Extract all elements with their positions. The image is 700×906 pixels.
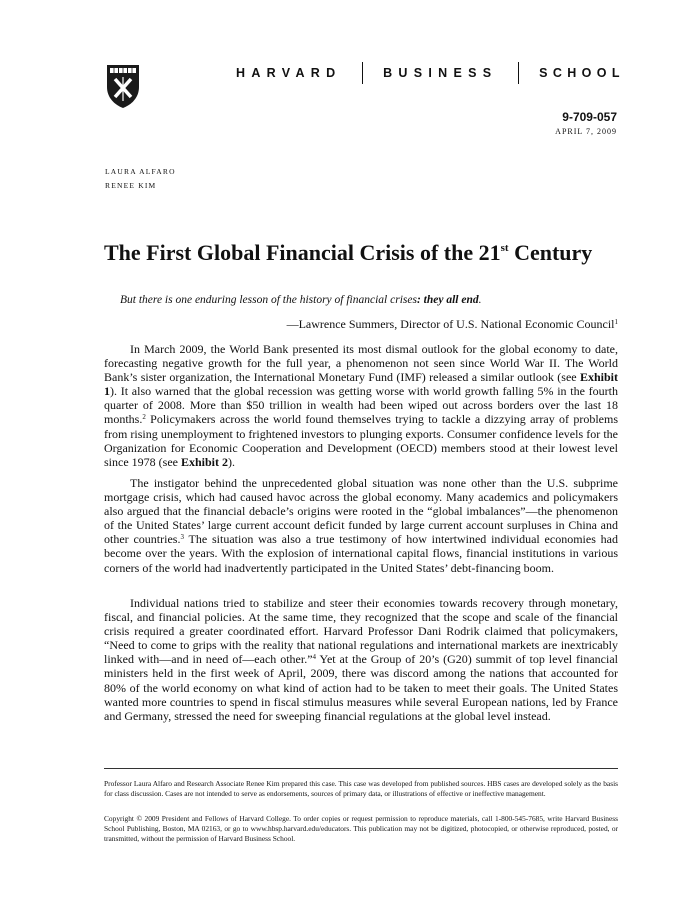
epigraph-lead: But there is one enduring lesson of the history of financial crises [120,294,417,306]
epigraph-end: . [478,294,482,306]
body-paragraph [104,342,618,469]
harvard-veritas-shield-icon [105,63,141,109]
case-preparation-note: Professor Laura Alfaro and Research Associate Renee Kim prepared this case. This case was developed from published sources. HBS cases are developed solely as the basis for class discussion. Cases are not intended to serve as endorsements, sources of primary data, or illustrations of effective or ineffective management. [104,779,618,798]
wordmark-school: SCHOOL [539,66,625,80]
body-paragraph [104,476,618,575]
paragraph-text: Policymakers across the world found themselves trying to tackle a dizzying array of problems from rising unemployment to frightened investors to plunging exports. Consumer confidence levels for the Organization for Economic Cooperation and Development (OECD) members stood at their lowest level since 1978 (see [104,412,618,469]
case-number: 9-709-057 [562,110,617,124]
title-suffix: Century [508,240,593,265]
exhibit-reference: Exhibit 1 [104,370,618,399]
author-name: RENEE KIM [105,181,157,190]
attribution-text: —Lawrence Summers, Director of U.S. National Economic Council [286,317,615,331]
epigraph-emphasis: : they all end [416,294,479,306]
wordmark-divider [518,62,519,84]
author-name: LAURA ALFARO [105,167,176,176]
paragraph-text: Yet at the Group of 20’s (G20) summit of top level financial ministers held in the first week of April, 2009, there was discord among the nations that accounted for 80% of the world economy on what kind of action had to be taken to meet their goals. The United States wanted more countries to spend in fiscal stimulus measures while several European nations, led by France and Germany, stressed the need for sweeping financial regulations at the global level instead. [104,652,619,723]
footnote-ref: 4 [312,653,317,662]
title-superscript: st [500,242,509,254]
title-text: The First Global Financial Crisis of the 21 [104,240,501,265]
paragraph-text: ). It also warned that the global recession was getting worse with world growth falling 5% in the fourth quarter of 2008. More than $50 trillion in wealth had been wiped out across borders over the last 18 months. [104,384,618,427]
footnote-ref: 2 [142,413,146,422]
wordmark-harvard: HARVARD [236,66,342,80]
school-wordmark [236,62,625,84]
copyright-note: Copyright © 2009 President and Fellows of Harvard College. To order copies or request permission to reproduce materials, call 1-800-545-7685, write Harvard Business School Publishing, Boston, MA 02163, or go to www.hbsp.harvard.edu/educators. This publication may not be digitized, photocopied, or otherwise reproduced, posted, or transmitted, without the permission of Harvard Business School. [104,814,618,843]
footnote-ref: 1 [614,318,618,326]
epigraph-quote [120,293,620,307]
epigraph-attribution [98,317,618,331]
case-date: APRIL 7, 2009 [555,127,617,136]
case-title [104,240,624,266]
exhibit-reference: Exhibit 2 [180,454,228,469]
wordmark-business: BUSINESS [383,66,498,80]
paragraph-text: Individual nations tried to stabilize and steer their economies towards recovery through monetary, fiscal, and financial policies. At the same time, they recognized that the scope and scale of the financial crisis required a greater coordinated effort. Harvard Professor Dani Rodrik claimed that policymakers, “Need to come to grips with the reality that national regulations and international markets are inextricably linked with—and in need of—each other.” [104,596,618,667]
footer-divider [104,768,618,769]
footnote-ref: 3 [180,533,184,542]
wordmark-divider [362,62,363,84]
paragraph-text: In March 2009, the World Bank presented its most dismal outlook for the global economy to date, forecasting negative growth for the full year, a phenomenon not seen since World War II. The World Bank’s sister organization, the International Monetary Fund (IMF) released a similar outlook (see [104,342,618,385]
paragraph-text: The instigator behind the unprecedented global situation was none other than the U.S. subprime mortgage crisis, which had caused havoc across the global economy. Many academics and policymakers also argued that the financial debacle’s origins were rooted in the “global imbalances”—the phenomenon of the United States’ large current account deficit funded by large current account surpluses in China and other countries. [104,476,618,547]
paragraph-text: ). [228,454,235,469]
paragraph-text: The situation was also a true testimony of how intertwined individual economies had become over the years. With the explosion of international capital flows, financial institutions in various corners of the world had inadvertently participated in the United States’ debt-financing boom. [104,532,618,575]
body-paragraph [104,596,618,723]
